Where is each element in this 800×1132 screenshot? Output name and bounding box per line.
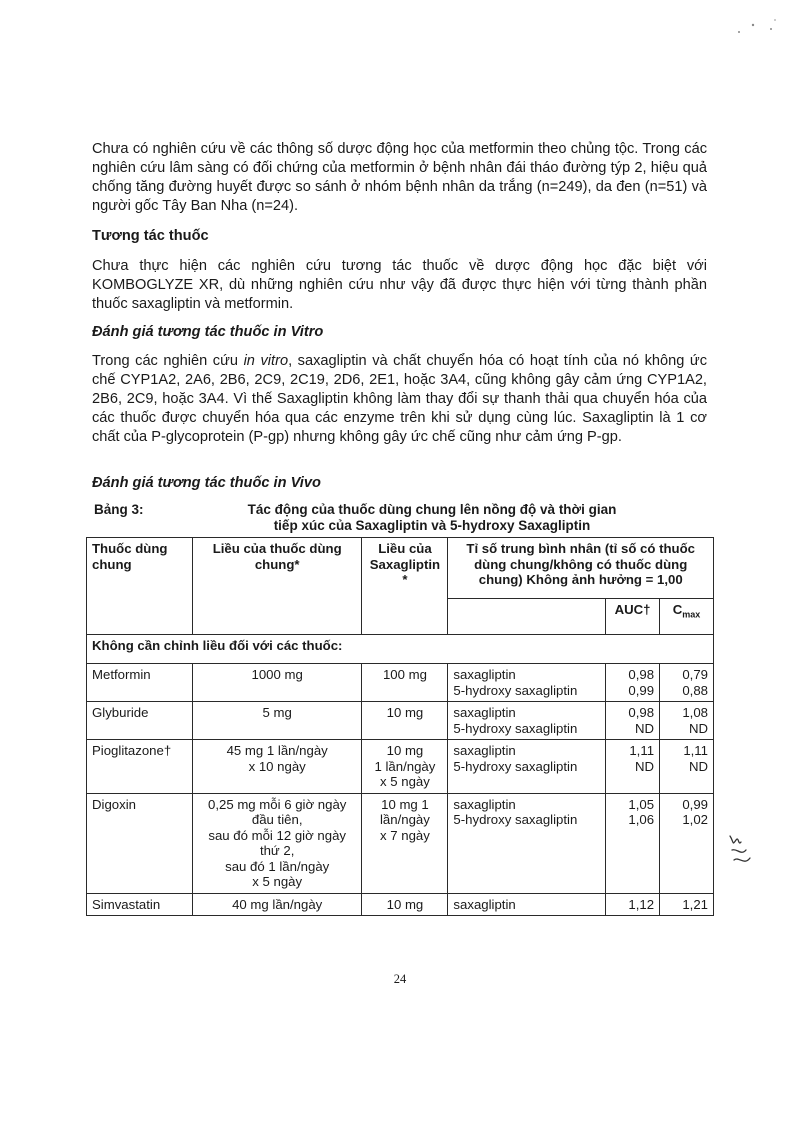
table-label: Bảng 3:	[94, 502, 144, 517]
dose-line: đầu tiên,	[251, 812, 303, 827]
handwritten-initials-mark	[726, 830, 756, 870]
dose-line: x 5 ngày	[252, 874, 303, 889]
heading-in-vivo: Đánh giá tương tác thuốc in Vivo	[92, 475, 321, 491]
cmax-value: 0,99	[682, 796, 708, 812]
cmax-values	[660, 740, 714, 794]
saxa-line: x 7 ngày	[380, 827, 430, 843]
cmax-values	[660, 664, 714, 702]
analytes	[448, 740, 606, 794]
drug-dose	[192, 740, 362, 794]
dose-line: 45 mg 1 lần/ngày	[226, 743, 328, 758]
saxagliptin-dose	[362, 893, 448, 916]
auc-value: ND	[634, 720, 655, 736]
saxa-line: 10 mg	[386, 743, 424, 758]
analytes	[448, 702, 606, 740]
interaction-table	[86, 537, 714, 916]
header-cmax	[660, 598, 714, 634]
section-no-dose-adjustment: Không cần chỉnh liều đối với các thuốc:	[87, 635, 714, 664]
drug-name: Digoxin	[87, 793, 193, 893]
saxa-line: x 5 ngày	[380, 774, 430, 789]
dose-line: thứ 2,	[259, 843, 295, 858]
analyte-line: saxagliptin	[453, 667, 516, 682]
drug-dose	[192, 664, 362, 702]
analyte-line: saxagliptin	[453, 796, 516, 812]
drug-name: Simvastatin	[87, 893, 193, 916]
auc-values	[606, 740, 660, 794]
dose-line: x 10 ngày	[248, 758, 306, 774]
header-coadministered-drug: Thuốc dùng chung	[87, 538, 193, 635]
cmax-value: 1,11	[683, 743, 708, 758]
cmax-value: ND	[688, 720, 708, 736]
cmax-value: 0,79	[682, 667, 708, 682]
header-saxagliptin-dose: Liều của Saxagliptin *	[362, 538, 448, 635]
analytes	[448, 664, 606, 702]
header-cmax-subscript: max	[682, 609, 701, 620]
table-row	[87, 893, 714, 916]
analyte-line: 5-hydroxy saxagliptin	[453, 682, 578, 698]
drug-dose	[192, 702, 362, 740]
analyte-line: 5-hydroxy saxagliptin	[453, 812, 578, 827]
auc-value: 0,98	[628, 705, 655, 720]
table-section-row	[87, 635, 714, 664]
cmax-values	[660, 702, 714, 740]
paragraph-metformin-race: Chưa có nghiên cứu về các thông số dược động học của metformin theo chủng tộc. Trong các nghiên cứu lâm sàng có đối chứng của metformin ở bệnh nhân đái tháo đường týp 2, hiệu quả chống tăng đường huyết được so sánh ở nhóm bệnh nhân da trắng (n=249), da đen (n=51) và người gốc Tây Ban Nha (n=24).	[92, 141, 707, 214]
saxa-line: 10 mg	[386, 896, 424, 912]
dose-line: 5 mg	[262, 705, 292, 720]
cmax-values	[660, 793, 714, 893]
auc-values	[606, 893, 660, 916]
table-row	[87, 793, 714, 893]
saxagliptin-dose	[362, 793, 448, 893]
table-caption-line-2: tiếp xúc của Saxagliptin và 5-hydroxy Saxagliptin	[273, 518, 591, 533]
paragraph-in-vitro	[92, 352, 707, 447]
analyte-line: saxagliptin	[453, 743, 516, 758]
saxagliptin-dose	[362, 740, 448, 794]
dose-line: sau đó mỗi 12 giờ ngày	[208, 827, 347, 843]
auc-values	[606, 702, 660, 740]
table-caption	[222, 502, 642, 534]
dose-line: sau đó 1 lần/ngày	[225, 858, 330, 874]
scan-speckles-decoration	[735, 12, 785, 42]
in-vitro-text-start: Trong các nghiên cứu	[92, 353, 244, 369]
header-coadministered-dose: Liều của thuốc dùng chung*	[192, 538, 362, 635]
cmax-value: 1,21	[682, 896, 708, 912]
table-caption-line-1: Tác động của thuốc dùng chung lên nồng độ và thời gian	[247, 502, 617, 517]
analyte-line: 5-hydroxy saxagliptin	[453, 720, 578, 736]
analytes	[448, 793, 606, 893]
auc-value: 1,11	[629, 743, 655, 758]
auc-value: ND	[634, 758, 655, 774]
saxa-line: 10 mg 1	[381, 796, 429, 812]
analytes	[448, 893, 606, 916]
analyte-line: 5-hydroxy saxagliptin	[453, 758, 578, 774]
saxagliptin-dose	[362, 664, 448, 702]
auc-value: 0,98	[628, 667, 655, 682]
auc-value: 1,05	[628, 796, 655, 812]
auc-value: 0,99	[628, 682, 655, 698]
auc-value: 1,06	[628, 812, 655, 827]
auc-values	[606, 793, 660, 893]
analyte-line: saxagliptin	[453, 896, 516, 912]
paragraph-drug-interactions: Chưa thực hiện các nghiên cứu tương tác thuốc về dược động học đặc biệt với KOMBOGLYZE XR, dù những nghiên cứu như vậy đã được thực hiện với từng thành phần thuốc saxagliptin và metformin.	[92, 258, 707, 312]
saxa-line: 1 lần/ngày	[374, 758, 436, 774]
drug-dose	[192, 793, 362, 893]
auc-values	[606, 664, 660, 702]
drug-name: Pioglitazone†	[87, 740, 193, 794]
heading-in-vitro: Đánh giá tương tác thuốc in Vitro	[92, 324, 324, 340]
header-geometric-mean-ratio: Tỉ số trung bình nhân (tỉ số có thuốc dùng chung/không có thuốc dùng chung) Không ảnh hưởng = 1,00	[448, 538, 714, 599]
drug-dose	[192, 893, 362, 916]
saxa-line: 100 mg	[382, 667, 427, 682]
heading-drug-interactions: Tương tác thuốc	[92, 228, 209, 244]
page-number: 24	[393, 972, 407, 986]
analyte-line: saxagliptin	[453, 705, 516, 720]
header-auc: AUC†	[606, 598, 660, 634]
table-header-row	[87, 538, 714, 599]
cmax-values	[660, 893, 714, 916]
saxa-line: 10 mg	[386, 705, 424, 720]
saxa-line: lần/ngày	[380, 812, 430, 827]
dose-line: 1000 mg	[251, 667, 303, 682]
cmax-value: 0,88	[682, 682, 708, 698]
cmax-value: 1,08	[682, 705, 708, 720]
table-row	[87, 664, 714, 702]
drug-name: Glyburide	[87, 702, 193, 740]
dose-line: 0,25 mg mỗi 6 giờ ngày	[207, 796, 347, 812]
drug-name: Metformin	[87, 664, 193, 702]
auc-value: 1,12	[628, 896, 655, 912]
cmax-value: ND	[688, 758, 708, 774]
header-empty	[448, 598, 606, 634]
saxagliptin-dose	[362, 702, 448, 740]
dose-line: 40 mg lần/ngày	[232, 896, 323, 912]
in-vitro-text-rest: , saxagliptin và chất chuyển hóa có hoạt tính của nó không ức chế CYP1A2, 2A6, 2B6, 2C9, 2C19, 2D6, 2E1, hoặc 3A4, cũng không gây cảm ứng CYP1A2, 2B6, 2C9, hoặc 3A4. Vì thế Saxagliptin không làm thay đổi sự thanh thải qua chuyển hóa của các thuốc được chuyển hóa qua các enzyme trên khi sử dụng cùng lúc. Saxagliptin là 1 cơ chất của P-glycoprotein (P-gp) nhưng không gây ức chế cũng như cảm ứng P-gp.	[92, 353, 707, 445]
cmax-value: 1,02	[682, 812, 708, 827]
in-vitro-italic-term: in vitro	[243, 353, 289, 369]
table-row	[87, 740, 714, 794]
table-row	[87, 702, 714, 740]
header-cmax-main: C	[672, 601, 683, 617]
